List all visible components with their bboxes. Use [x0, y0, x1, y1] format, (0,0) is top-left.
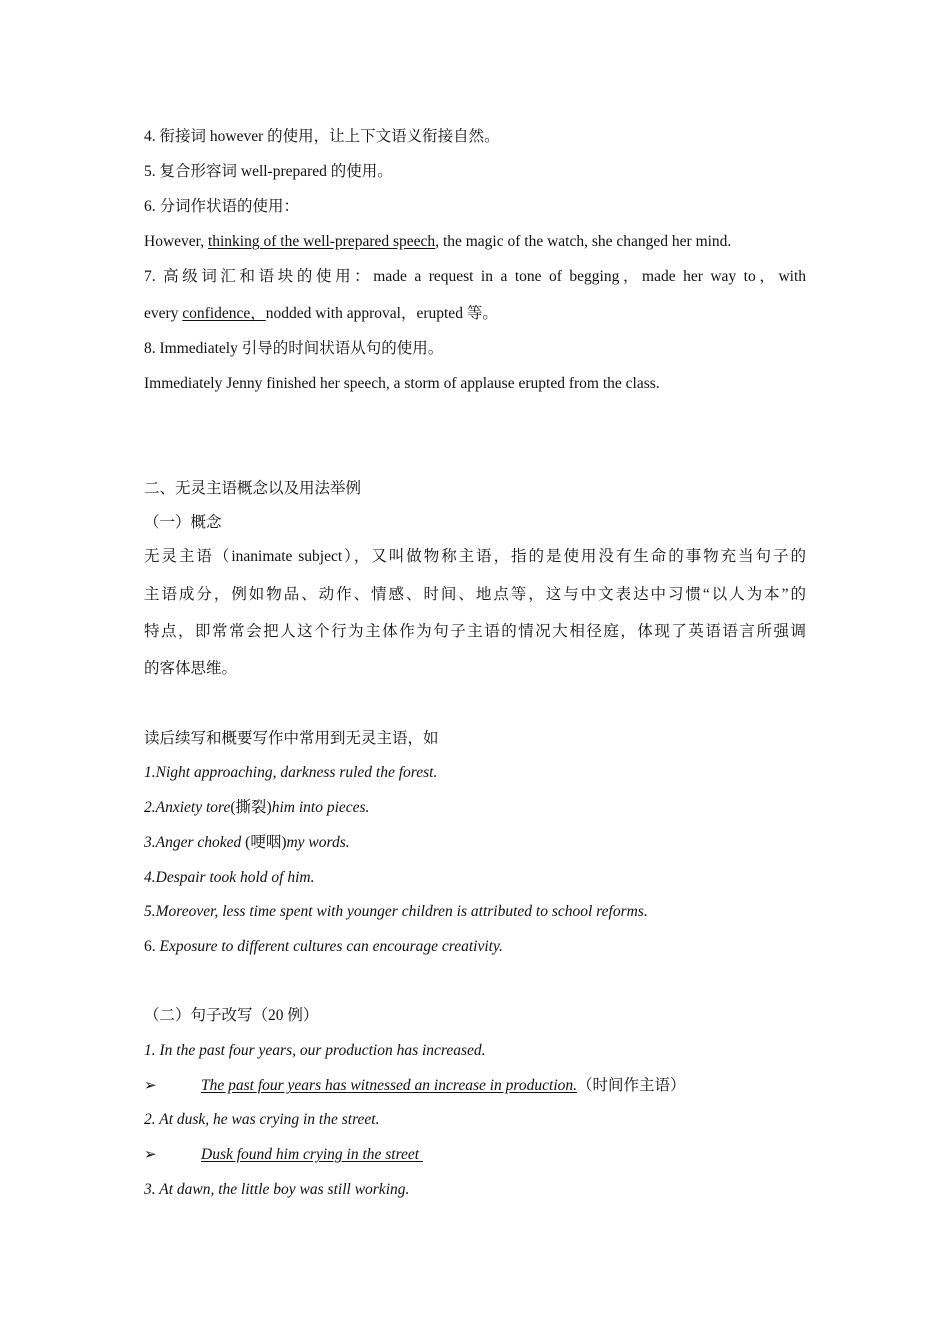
rewrite-3-original: 3. At dawn, the little boy was still working. [144, 1181, 410, 1198]
item-7-line1: 7. 高级词汇和语块的使用：made a request in a tone of begging，made her way to，with [144, 268, 806, 285]
rewrite-sentence: Dusk found him crying in the street [201, 1146, 423, 1163]
example-text: 2.Anxiety tore [144, 799, 231, 816]
gloss: (哽咽) [245, 834, 287, 851]
rewrite-2-result [201, 1145, 423, 1165]
arrow-bullet-icon: ➢ [144, 1078, 157, 1094]
example-6 [144, 937, 503, 957]
rewrite-sentence: The past four years has witnessed an increase in production. [201, 1077, 577, 1094]
example-text: him into pieces. [271, 799, 370, 816]
subsection-rewrite: （二）句子改写（20 例） [144, 1007, 319, 1024]
rewrite-1-original: 1. In the past four years, our production has increased. [144, 1042, 486, 1059]
concept-line-2: 主语成分，例如物品、动作、情感、时间、地点等，这与中文表达中习惯“以人为本”的 [144, 586, 806, 603]
item-8: 8. Immediately 引导的时间状语从句的使用。 [144, 340, 444, 357]
item-6: 6. 分词作状语的使用： [144, 198, 300, 215]
example-text: However, [144, 233, 208, 250]
item-7-line2 [144, 304, 498, 324]
example-2 [144, 798, 369, 818]
item-6-example [144, 232, 731, 252]
item-8-example: Immediately Jenny finished her speech, a storm of applause erupted from the class. [144, 375, 660, 392]
text: nodded with approval，erupted 等。 [265, 305, 498, 322]
example-5: 5.Moreover, less time spent with younger children is attributed to school reforms. [144, 903, 648, 920]
rewrite-2-original: 2. At dusk, he was crying in the street. [144, 1111, 380, 1128]
arrow-bullet-icon: ➢ [144, 1147, 157, 1163]
rewrite-1-result [201, 1076, 686, 1096]
example-number: 6. [144, 938, 160, 955]
example-text: my words. [286, 834, 350, 851]
underlined-word: confidence， [182, 305, 266, 322]
text: every [144, 305, 183, 322]
example-4: 4.Despair took hold of him. [144, 869, 315, 886]
concept-line-3: 特点，即常常会把人这个行为主体作为句子主语的情况大相径庭，体现了英语语言所强调 [144, 623, 806, 640]
example-text: , the magic of the watch, she changed her mind. [435, 233, 732, 250]
examples-intro: 读后续写和概要写作中常用到无灵主语，如 [144, 730, 439, 747]
item-4: 4. 衔接词 however 的使用，让上下文语义衔接自然。 [144, 128, 500, 145]
concept-line-1: 无灵主语（inanimate subject），又叫做物称主语，指的是使用没有生命的事物充当句子的 [144, 548, 806, 565]
example-text: Exposure to different cultures can encourage creativity. [159, 938, 503, 955]
gloss: (撕裂) [230, 799, 272, 816]
example-3 [144, 833, 350, 853]
subsection-concept: （一）概念 [144, 514, 222, 531]
example-text: 3.Anger choked [144, 834, 246, 851]
concept-line-4: 的客体思维。 [144, 660, 238, 677]
rewrite-note: （时间作主语） [577, 1077, 686, 1094]
section-title: 二、无灵主语概念以及用法举例 [144, 480, 362, 497]
example-1: 1.Night approaching, darkness ruled the forest. [144, 764, 438, 781]
underlined-phrase: thinking of the well-prepared speech [207, 233, 436, 250]
item-5: 5. 复合形容词 well-prepared 的使用。 [144, 163, 393, 180]
